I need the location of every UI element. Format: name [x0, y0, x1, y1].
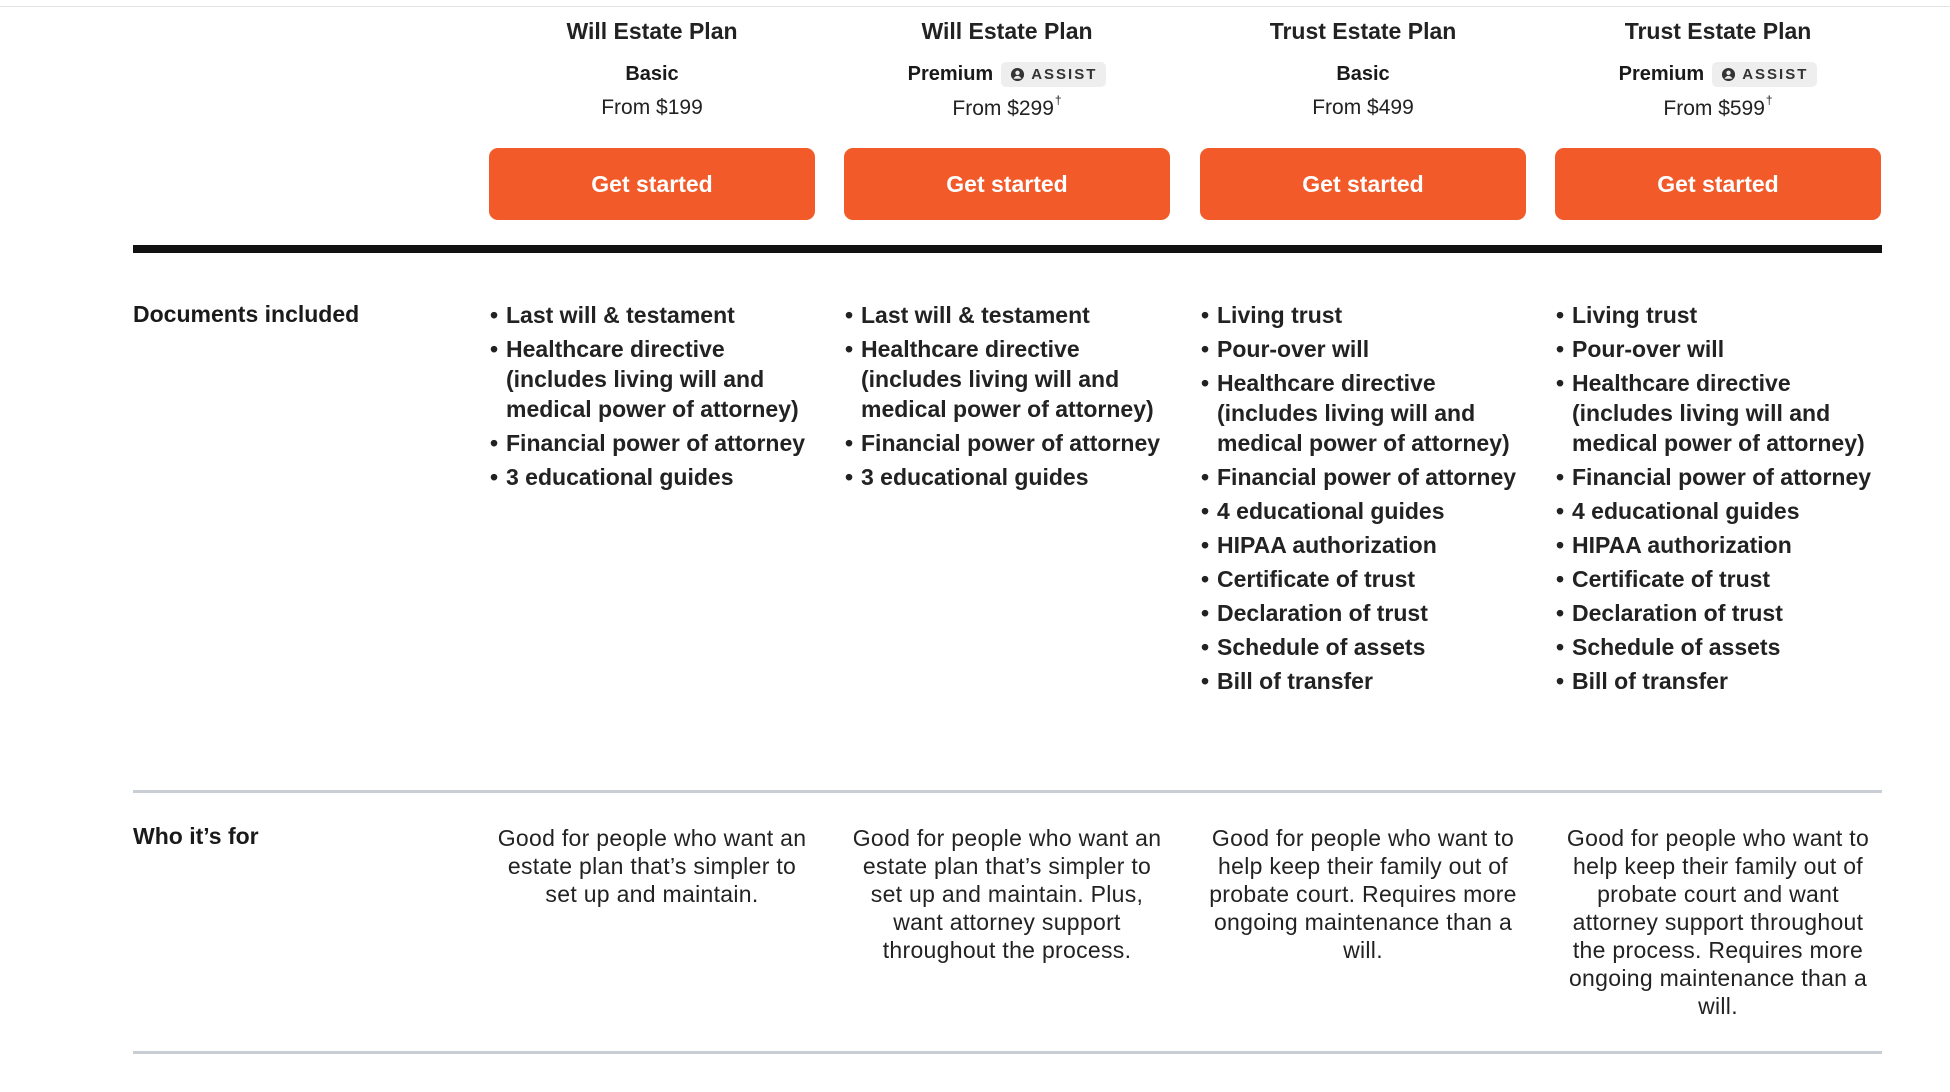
plan-title: Will Estate Plan: [921, 18, 1093, 44]
attorney-person-icon: [1010, 67, 1025, 82]
plan-tier: [1555, 57, 1881, 91]
list-item: • Financial power of attorney: [1200, 462, 1526, 492]
header-divider: [133, 245, 1882, 253]
get-started-button[interactable]: Get started: [1555, 148, 1881, 220]
list-item: • 4 educational guides: [1555, 496, 1881, 526]
plan-price: [489, 96, 815, 120]
plan-price: [1200, 96, 1526, 120]
price-text: From $199: [601, 96, 703, 119]
who-description-trust-basic: Good for people who want to help keep their family out of probate court. Requires more ongoing maintenance than a will.: [1209, 825, 1517, 963]
list-item: • Healthcare directive (includes living will and medical power of attorney): [1200, 368, 1526, 458]
tier-label: Basic: [1336, 62, 1390, 85]
plan-price: [844, 93, 1170, 121]
list-item: • Schedule of assets: [1555, 632, 1881, 662]
plan-title: Trust Estate Plan: [1624, 18, 1812, 44]
list-item: • Living trust: [1555, 300, 1881, 330]
list-item: • Bill of transfer: [1555, 666, 1881, 696]
tier-label: Premium: [907, 62, 994, 85]
list-item: • HIPAA authorization: [1200, 530, 1526, 560]
plan-title: Trust Estate Plan: [1269, 18, 1457, 44]
assist-label: ASSIST: [1742, 65, 1809, 83]
documents-list-trust-premium: [1555, 300, 1881, 700]
get-started-button[interactable]: Get started: [489, 148, 815, 220]
row-label-who: Who it’s for: [133, 823, 259, 849]
row-divider: [133, 1051, 1882, 1054]
get-started-button[interactable]: Get started: [844, 148, 1170, 220]
list-item: • Declaration of trust: [1200, 598, 1526, 628]
price-text: From $599: [1663, 97, 1765, 120]
documents-list-will-premium: [844, 300, 1170, 496]
tier-label: Premium: [1618, 62, 1705, 85]
top-divider: [0, 6, 1950, 7]
price-footnote-mark: †: [1765, 93, 1773, 107]
list-item: • Financial power of attorney: [489, 428, 815, 458]
plan-price: [1555, 93, 1881, 121]
documents-list-trust-basic: [1200, 300, 1526, 700]
list-item: • Pour-over will: [1555, 334, 1881, 364]
price-footnote-mark: †: [1054, 93, 1062, 107]
who-description-will-basic: Good for people who want an estate plan that’s simpler to set up and maintain.: [497, 825, 807, 907]
list-item: • Declaration of trust: [1555, 598, 1881, 628]
assist-label: ASSIST: [1031, 65, 1098, 83]
price-text: From $299: [952, 97, 1054, 120]
assist-badge: [1712, 62, 1817, 87]
list-item: • Schedule of assets: [1200, 632, 1526, 662]
price-text: From $499: [1312, 96, 1414, 119]
list-item: • Last will & testament: [489, 300, 815, 330]
list-item: • Financial power of attorney: [1555, 462, 1881, 492]
list-item: • 3 educational guides: [489, 462, 815, 492]
plan-tier: [1200, 57, 1526, 91]
list-item: • HIPAA authorization: [1555, 530, 1881, 560]
list-item: • Last will & testament: [844, 300, 1170, 330]
list-item: • 3 educational guides: [844, 462, 1170, 492]
who-description-trust-premium: Good for people who want to help keep their family out of probate court and want attorney support throughout the process. Requires more ongoing maintenance than a will.: [1566, 825, 1870, 1019]
list-item: • Certificate of trust: [1555, 564, 1881, 594]
attorney-person-icon: [1721, 67, 1736, 82]
plan-tier: [489, 57, 815, 91]
list-item: • 4 educational guides: [1200, 496, 1526, 526]
list-item: • Living trust: [1200, 300, 1526, 330]
list-item: • Bill of transfer: [1200, 666, 1526, 696]
list-item: • Healthcare directive (includes living will and medical power of attorney): [489, 334, 815, 424]
row-divider: [133, 790, 1882, 793]
list-item: • Healthcare directive (includes living will and medical power of attorney): [1555, 368, 1881, 458]
get-started-button[interactable]: Get started: [1200, 148, 1526, 220]
list-item: • Financial power of attorney: [844, 428, 1170, 458]
list-item: • Certificate of trust: [1200, 564, 1526, 594]
list-item: • Healthcare directive (includes living will and medical power of attorney): [844, 334, 1170, 424]
plan-tier: [844, 57, 1170, 91]
assist-badge: [1001, 62, 1106, 87]
tier-label: Basic: [625, 62, 679, 85]
who-description-will-premium: Good for people who want an estate plan that’s simpler to set up and maintain. Plus, want attorney support throughout the process.: [852, 825, 1162, 963]
documents-list-will-basic: [489, 300, 815, 496]
plan-title: Will Estate Plan: [566, 18, 738, 44]
row-label-documents: Documents included: [133, 301, 360, 327]
list-item: • Pour-over will: [1200, 334, 1526, 364]
